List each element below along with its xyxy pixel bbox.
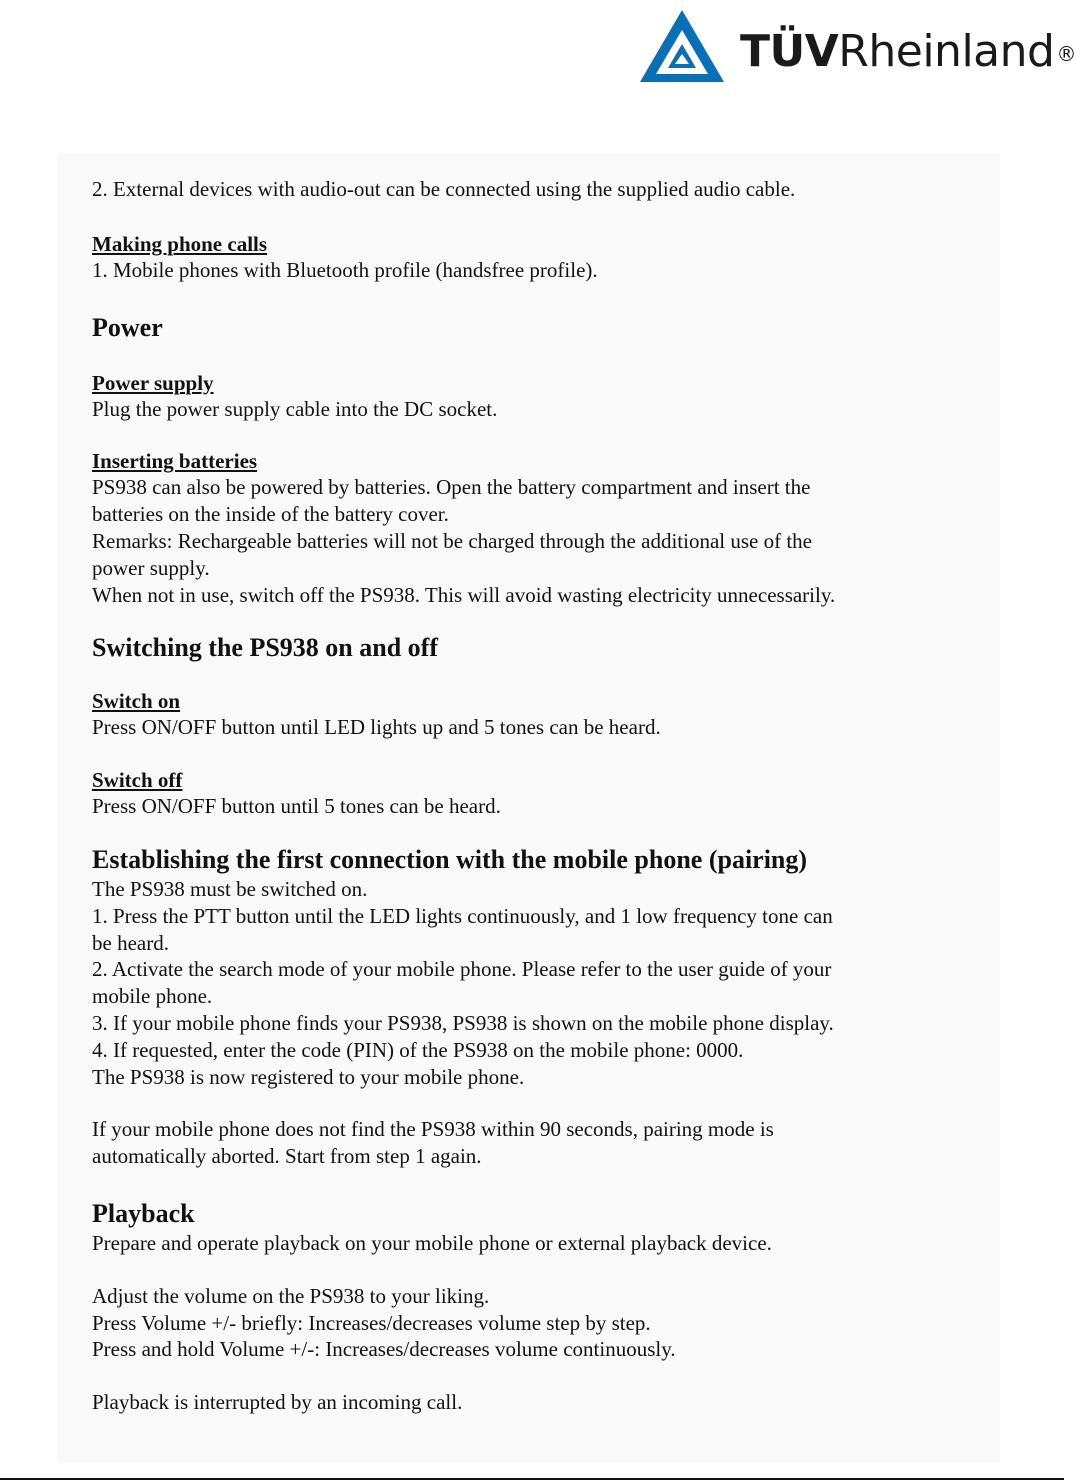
page-bottom-rule — [0, 1478, 1064, 1480]
remarks-line-2: power supply. — [92, 555, 210, 580]
pairing-line-4: 2. Activate the search mode of your mobile phone. Please refer to the user guide of your — [92, 957, 832, 982]
batteries-line-1: PS938 can also be powered by batteries. Open the battery compartment and insert the — [92, 475, 811, 500]
playback-heading: Playback — [92, 1198, 195, 1228]
playback-line-3: Press Volume +/- briefly: Increases/decreases volume step by step. — [92, 1310, 651, 1335]
batteries-line-2: batteries on the inside of the battery cover. — [92, 502, 449, 527]
making-calls-heading: Making phone calls — [92, 231, 268, 256]
logo-wordmark — [740, 26, 1076, 78]
switch-off-text: Press ON/OFF button until 5 tones can be heard. — [92, 794, 501, 819]
pairing-line-10: automatically aborted. Start from step 1 again. — [92, 1144, 482, 1169]
logo-bold-text: TÜV — [740, 26, 839, 77]
pairing-line-9: If your mobile phone does not find the PS938 within 90 seconds, pairing mode is — [92, 1117, 774, 1142]
tuv-rheinland-logo — [638, 8, 1076, 88]
power-heading: Power — [92, 312, 163, 342]
intro-line: 2. External devices with audio-out can be connected using the supplied audio cable. — [92, 177, 796, 201]
pairing-line-2: 1. Press the PTT button until the LED lights continuously, and 1 low frequency tone can — [92, 903, 833, 928]
switch-on-text: Press ON/OFF button until LED lights up and 5 tones can be heard. — [92, 715, 661, 740]
logo-regular-text: Rheinland — [838, 26, 1055, 77]
pairing-line-5: mobile phone. — [92, 984, 213, 1009]
document-body — [92, 176, 952, 1416]
making-calls-line: 1. Mobile phones with Bluetooth profile (handsfree profile). — [92, 257, 598, 282]
playback-line-5: Playback is interrupted by an incoming call. — [92, 1390, 463, 1415]
switching-heading: Switching the PS938 on and off — [92, 633, 438, 663]
inserting-batteries-heading: Inserting batteries — [92, 449, 258, 474]
pairing-line-7: 4. If requested, enter the code (PIN) of the PS938 on the mobile phone: 0000. — [92, 1037, 744, 1062]
power-supply-text: Plug the power supply cable into the DC socket. — [92, 396, 498, 421]
remarks-line-1: Remarks: Rechargeable batteries will not be charged through the additional use of the — [92, 528, 812, 553]
pairing-heading: Establishing the first connection with the mobile phone (pairing) — [92, 844, 808, 874]
playback-line-1: Prepare and operate playback on your mobile phone or external playback device. — [92, 1230, 772, 1255]
playback-line-4: Press and hold Volume +/-: Increases/decreases volume continuously. — [92, 1337, 676, 1362]
switch-off-heading: Switch off — [92, 768, 183, 793]
pairing-line-6: 3. If your mobile phone finds your PS938, PS938 is shown on the mobile phone display. — [92, 1010, 834, 1035]
power-supply-heading: Power supply — [92, 370, 214, 395]
pairing-line-3: be heard. — [92, 930, 169, 955]
playback-line-2: Adjust the volume on the PS938 to your liking. — [92, 1283, 490, 1308]
tuv-triangle-icon — [638, 8, 726, 86]
pairing-line-8: The PS938 is now registered to your mobile phone. — [92, 1064, 525, 1089]
switch-on-heading: Switch on — [92, 689, 181, 714]
registered-mark: ® — [1056, 42, 1076, 66]
pairing-line-1: The PS938 must be switched on. — [92, 876, 368, 901]
not-in-use-line: When not in use, switch off the PS938. This will avoid wasting electricity unnecessarily. — [92, 582, 836, 607]
